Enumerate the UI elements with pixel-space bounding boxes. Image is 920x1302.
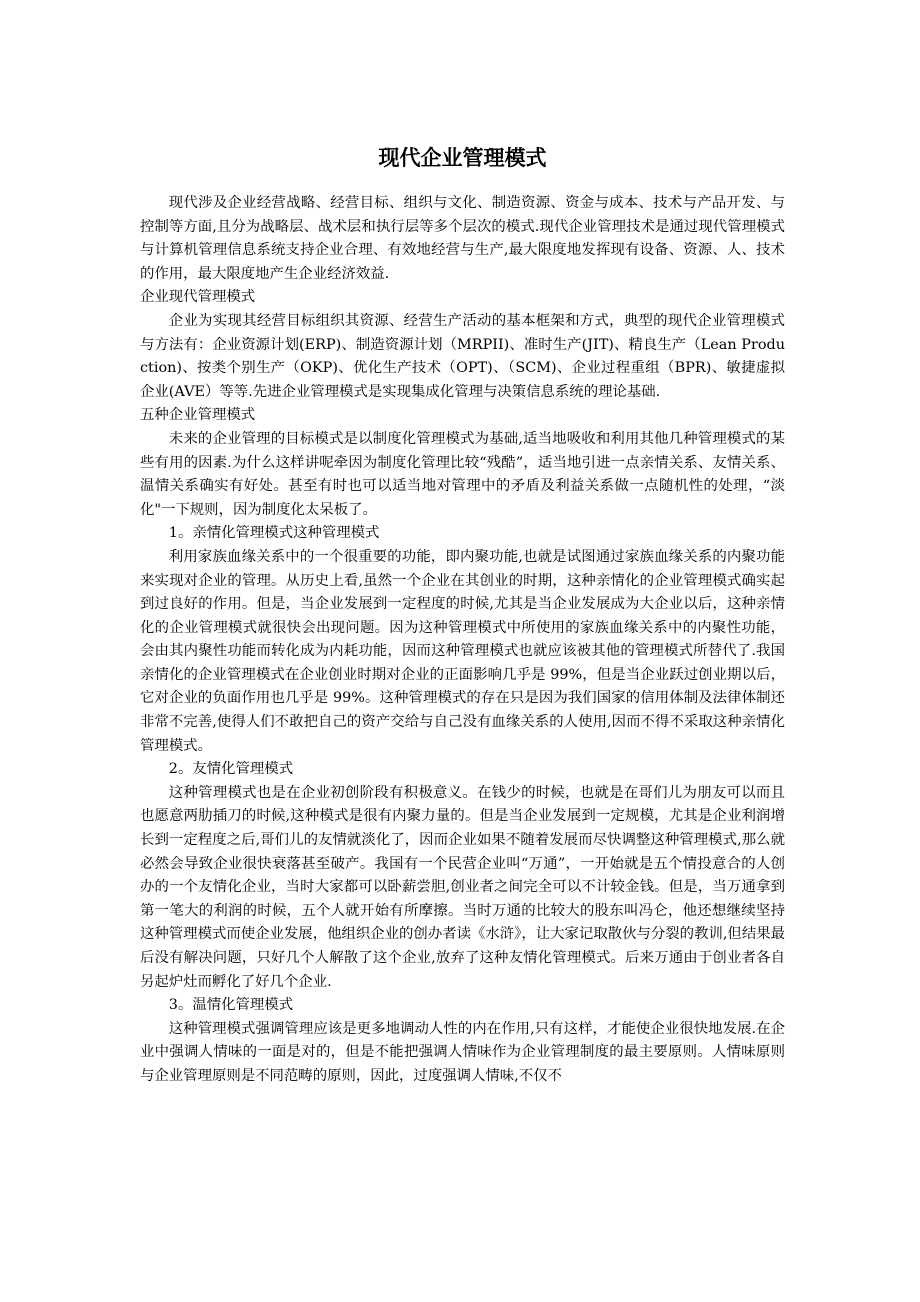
document-body <box>140 192 785 1089</box>
paragraph: 1。亲情化管理模式这种管理模式 <box>168 525 380 542</box>
section-heading: 五种企业管理模式 <box>140 407 256 424</box>
paragraph: 3。温情化管理模式 <box>168 997 294 1014</box>
paragraph: 2。友情化管理模式 <box>168 761 294 778</box>
document-title: 现代企业管理模式 <box>378 146 547 170</box>
paragraph: 现代涉及企业经营战略、经营目标、组织与文化、制造资源、资金与成本、技术与产品开发、与控制等方面,且分为战略层、战术层和执行层等多个层次的模式.现代企业管理技术是通过现代管理模式与计算机管理信息系统支持企业合理、有效地经营与生产,最大限度地发挥现有设备、资源、人、技术的作用，最大限度地产生企业经济效益. <box>140 195 785 282</box>
section-heading: 企业现代管理模式 <box>140 289 256 306</box>
document-page <box>140 138 785 1089</box>
paragraph: 这种管理模式强调管理应该是更多地调动人性的内在作用,只有这样，才能使企业很快地发展.在企业中强调人情味的一面是对的，但是不能把强调人情味作为企业管理制度的最主要原则。人情味原则与企业管理原则是不同范畴的原则，因此，过度强调人情味,不仅不 <box>140 1020 785 1084</box>
paragraph: 企业为实现其经营目标组织其资源、经营生产活动的基本框架和方式，典型的现代企业管理模式与方法有：企业资源计划(ERP)、制造资源计划（MRPII)、准时生产(JIT)、精良生产（Lean Production)、按类个别生产（OKP)、优化生产技术（OPT)、（SCM)、企业过程重组（BPR)、敏捷虚拟企业(AVE）等等.先进企业管理模式是实现集成化管理与决策信息系统的理论基础. <box>140 312 785 400</box>
paragraph: 利用家族血缘关系中的一个很重要的功能，即内聚功能,也就是试图通过家族血缘关系的内聚功能来实现对企业的管理。从历史上看,虽然一个企业在其创业的时期，这种亲情化的企业管理模式确实起到过良好的作用。但是，当企业发展到一定程度的时候,尤其是当企业发展成为大企业以后，这种亲情化的企业管理模式就很快会出现问题。因为这种管理模式中所使用的家族血缘关系中的内聚性功能，会由其内聚性功能而转化成为内耗功能，因而这种管理模式也就应该被其他的管理模式所替代了.我国亲情化的企业管理模式在企业创业时期对企业的正面影响几乎是 99%，但是当企业跃过创业期以后，它对企业的负面作用也几乎是 99%。这种管理模式的存在只是因为我们国家的信用体制及法律体制还非常不完善,使得人们不敢把自己的资产交给与自己没有血缘关系的人使用,因而不得不采取这种亲情化管理模式。 <box>140 548 785 754</box>
paragraph: 未来的企业管理的目标模式是以制度化管理模式为基础,适当地吸收和利用其他几种管理模式的某些有用的因素.为什么这样讲呢牵因为制度化管理比较“残酷”，适当地引进一点亲情关系、友情关系、温情关系确实有好处。甚至有时也可以适当地对管理中的矛盾及利益关系做一点随机性的处理，“淡化"一下规则，因为制度化太呆板了。 <box>140 430 785 518</box>
paragraph: 这种管理模式也是在企业初创阶段有积极意义。在钱少的时候，也就是在哥们儿为朋友可以而且也愿意两肋插刀的时候,这种模式是很有内聚力量的。但是当企业发展到一定规模，尤其是企业利润增长到一定程度之后,哥们儿的友情就淡化了，因而企业如果不随着发展而尽快调整这种管理模式,那么就必然会导致企业很快衰落甚至破产。我国有一个民营企业叫“万通”，一开始就是五个情投意合的人创办的一个友情化企业，当时大家都可以卧薪尝胆,创业者之间完全可以不计较金钱。但是，当万通拿到第一笔大的利润的时候，五个人就开始有所摩擦。当时万通的比较大的股东叫冯仑，他还想继续坚持这种管理模式而使企业发展，他组织企业的创办者读《水浒》，让大家记取散伙与分裂的教训,但结果最后没有解决问题，只好几个人解散了这个企业,放弃了这种友情化管理模式。后来万通由于创业者各自另起炉灶而孵化了好几个企业. <box>140 784 785 990</box>
